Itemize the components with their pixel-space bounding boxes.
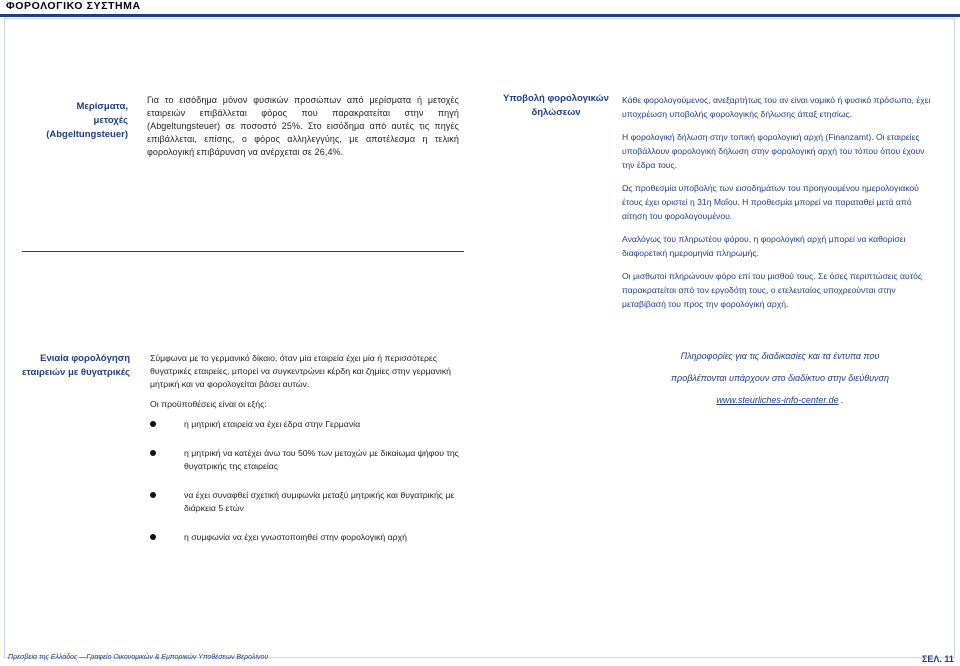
section-label-dividends-line1: Μερίσματα, μετοχές [76,101,128,126]
page-number: ΣΕΛ. 11 [922,654,954,664]
section-label-group-taxation-line1: Ενιαία φορολόγηση [40,353,130,364]
tax-returns-paragraph: Οι μισθωτοί πληρώνουν φόρο επί του μισθού τους. Σε όσες περιπτώσεις αυτός παρακρατείται από τον εργοδότη τους, ο ετελευταίος υποχρεούνται στην μεταβίβασή του προς την φορολογική αρχή. [622,271,923,309]
bullet-icon [150,492,156,498]
list-item [150,531,470,544]
page-header-title: ΦΟΡΟΛΟΓΙΚΟ ΣΥΣΤΗΜΑ [6,0,141,12]
dividends-text: Για το εισόδημα μόνον φυσικών προσώπων από μερίσματα ή μετοχές εταιρειών επιβάλλεται φόρος που παρακρατείται στην πηγή (Abgeltungsteuer) σε ποσοστό 25%. Στο εισόδημα από αυτές τις πηγές επιβάλλεται, επίσης, ο φόρος αλληλεγγύης, με αποτέλεσμα η τελική φορολογική επιβάρυνση να ανέρχεται σε 26,4%. [147,95,459,157]
info-link[interactable]: www.steurliches-info-center.de [716,395,839,405]
list-item-text: να έχει συναφθεί σχετική συμφωνία μεταξύ μητρικής και θυγατρικής με διάρκεια 5 ετών [184,490,455,513]
section-label-dividends [40,100,128,142]
list-item [150,489,470,515]
section-divider [22,251,464,252]
tax-returns-paragraphs [622,93,936,320]
list-item-text: η μητρική εταιρεία να έχει έδρα στην Γερμανία [184,419,361,429]
section-label-dividends-line2: (Abgeltungsteuer) [46,129,128,140]
tax-returns-paragraph: Η φορολογική δήλωση στην τοπική φορολογική αρχή (Finanzamt). Οι εταιρείες υποβάλλουν φορολογική δήλωση στην φορολογική αρχή του τόπου όπου έχουν την έδρα τους. [622,132,925,170]
bullet-icon [150,534,156,540]
info-line1: Πληροφορίες για τις διαδικασίες και τα έντυπα που [680,351,880,361]
info-block [650,350,910,416]
section-label-group-taxation-line2: εταιρειών με θυγατρικές [22,367,130,378]
bullet-icon [150,450,156,456]
info-link-line [650,394,910,407]
tax-returns-paragraph: Ως προθεσμία υποβολής των εισοδημάτων του προηγουμένου ημερολογιακού έτους έχει οριστεί η 31η Μαΐου. Η προθεσμία μπορεί να παραταθεί μετά από αίτηση του φορολογουμένου. [622,183,919,221]
group-taxation-intro: Σύμφωνα με το γερμανικό δίκαιο, όταν μία εταιρεία έχει μία ή περισσότερες θυγατρικές εταιρείες, μπορεί να συγκεντρώνει κέρδη και ζημίες στην γερμανική μητρική και να φορολογείται βάσει αυτών. [150,353,451,389]
info-line2: προβλέπονται υπάρχουν στο διαδίκτυο στην διεύθυνση [671,373,889,383]
footer-organization: Πρεσβεία της Ελλάδος —Γραφείο Οικονομικών & Εμπορικών Υποθέσεων Βερολίνου [8,654,269,661]
section-label-tax-returns [500,92,612,120]
list-item [150,418,470,431]
list-item-text: η μητρική να κατέχει άνω του 50% των μετοχών με δικαίωμα ψήφου της θυγατρικής της εταιρείας [184,448,459,471]
group-taxation-conditions-title: Οι προϋποθέσεις είναι οι εξής: [150,399,267,409]
tax-returns-paragraph: Αναλόγως του πληρωτέου φόρου, η φορολογική αρχή μπορεί να καθορίσει διαφορετική ημερομηνία πληρωμής. [622,234,906,258]
list-item-text: η συμφωνία να έχει γνωστοποιηθεί στην φορολογική αρχή [184,532,407,542]
tax-returns-paragraph: Κάθε φορολογούμενος, ανεξαρτήτως του αν είναι νομικό ή φυσικό πρόσωπο, έχει υποχρέωση υποβολής φορολογικής δήλωσης άπαξ ετησίως. [622,95,931,119]
info-link-suffix: . [838,395,844,405]
section-label-tax-returns-line2: δηλώσεων [531,107,581,118]
section-label-group-taxation [20,352,130,380]
conditions-list [150,418,470,560]
list-item [150,447,470,473]
group-taxation-text [150,352,470,418]
section-label-tax-returns-line1: Υποβολή φορολογικών [503,93,609,104]
bullet-icon [150,421,156,427]
header-rule [0,14,960,17]
